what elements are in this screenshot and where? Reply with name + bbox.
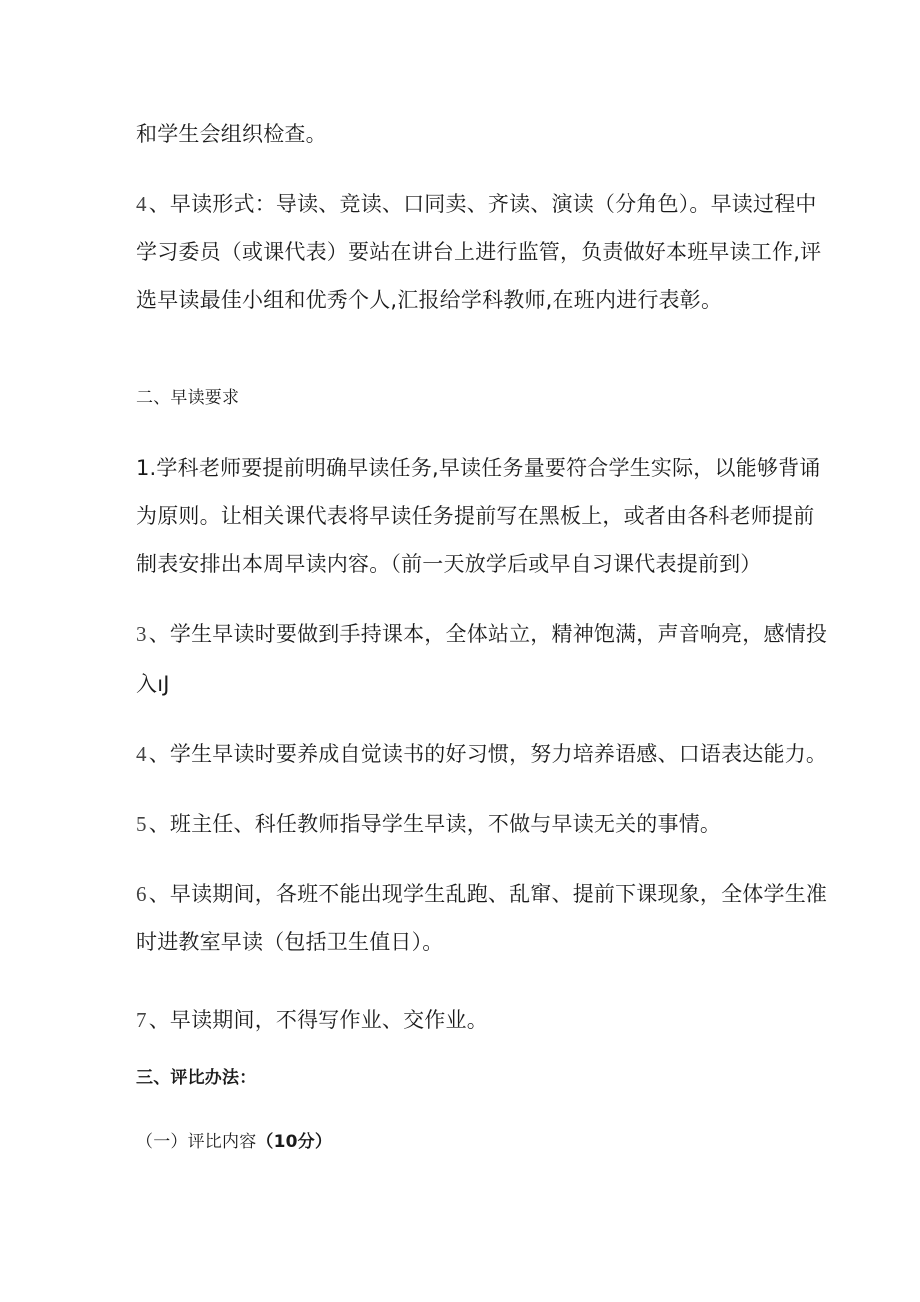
paragraph-line [136,238,821,266]
paragraph-line [136,620,827,648]
text: 时进教室早读（包括卫生值日）。 [136,930,444,954]
text: 制表安排出本周早读内容。（前一天放学后或早自习课代表提前到） [136,552,762,576]
text: 、早读期间，各班不能出现学生乱跑、乱窜、提前下课现象，全体学生准 [148,882,828,906]
text: 、学生早读时要做到手持课本，全体站立，精神饱满，声音响亮，感情投 [148,622,828,646]
paragraph-line [136,550,762,578]
item-number: 4 [136,742,147,766]
paragraph-line [136,454,821,482]
item-number: 6 [136,882,147,906]
item-number: 5 [136,812,147,836]
paragraph-line [136,740,827,768]
paragraph-line [136,286,722,314]
item-number: 7 [136,1008,147,1032]
text: 学习委员（或课代表）要站在讲台上进行监管，负责做好本班早读工作,评 [136,240,822,264]
paragraph-line [136,810,721,838]
text: 、班主任、科任教师指导学生早读，不做与早读无关的事情。 [148,812,722,836]
text: 入ıJ [136,672,170,696]
text: 为原则。让相关课代表将早读任务提前写在黑板上，或者由各科老师提前 [136,504,815,528]
paragraph-line [136,1006,488,1034]
text: 选早读最佳小组和优秀个人,汇报给学科教师,在班内进行表彰。 [136,288,723,312]
section-heading [136,1066,256,1090]
paragraph-line [136,670,170,698]
subsection-heading [136,1130,332,1154]
text: 、早读形式：导读、竞读、口同卖、齐读、演读（分角色）。早读过程中 [148,192,817,216]
paragraph-line [136,502,814,530]
section-heading [136,386,239,410]
paragraph-line [136,928,444,956]
item-number: 4 [136,192,147,216]
paragraph-line [136,190,817,218]
paragraph-line [136,120,327,148]
text: 、学生早读时要养成自觉读书的好习惯，努力培养语感、口语表达能力。 [148,742,828,766]
heading-text: 二、早读要求 [136,388,240,408]
text: 和学生会组织检查。 [136,122,327,146]
text: 、早读期间，不得写作业、交作业。 [148,1008,488,1032]
heading-text: 三、评比办法： [136,1068,257,1088]
text: 1.学科老师要提前明确早读任务,早读任务量要符合学生实际，以能够背诵 [136,456,821,480]
subheading-score: （10分） [256,1132,333,1152]
item-number: 3 [136,622,147,646]
paragraph-line [136,880,827,908]
subheading-text: （一）评比内容 [136,1132,257,1152]
